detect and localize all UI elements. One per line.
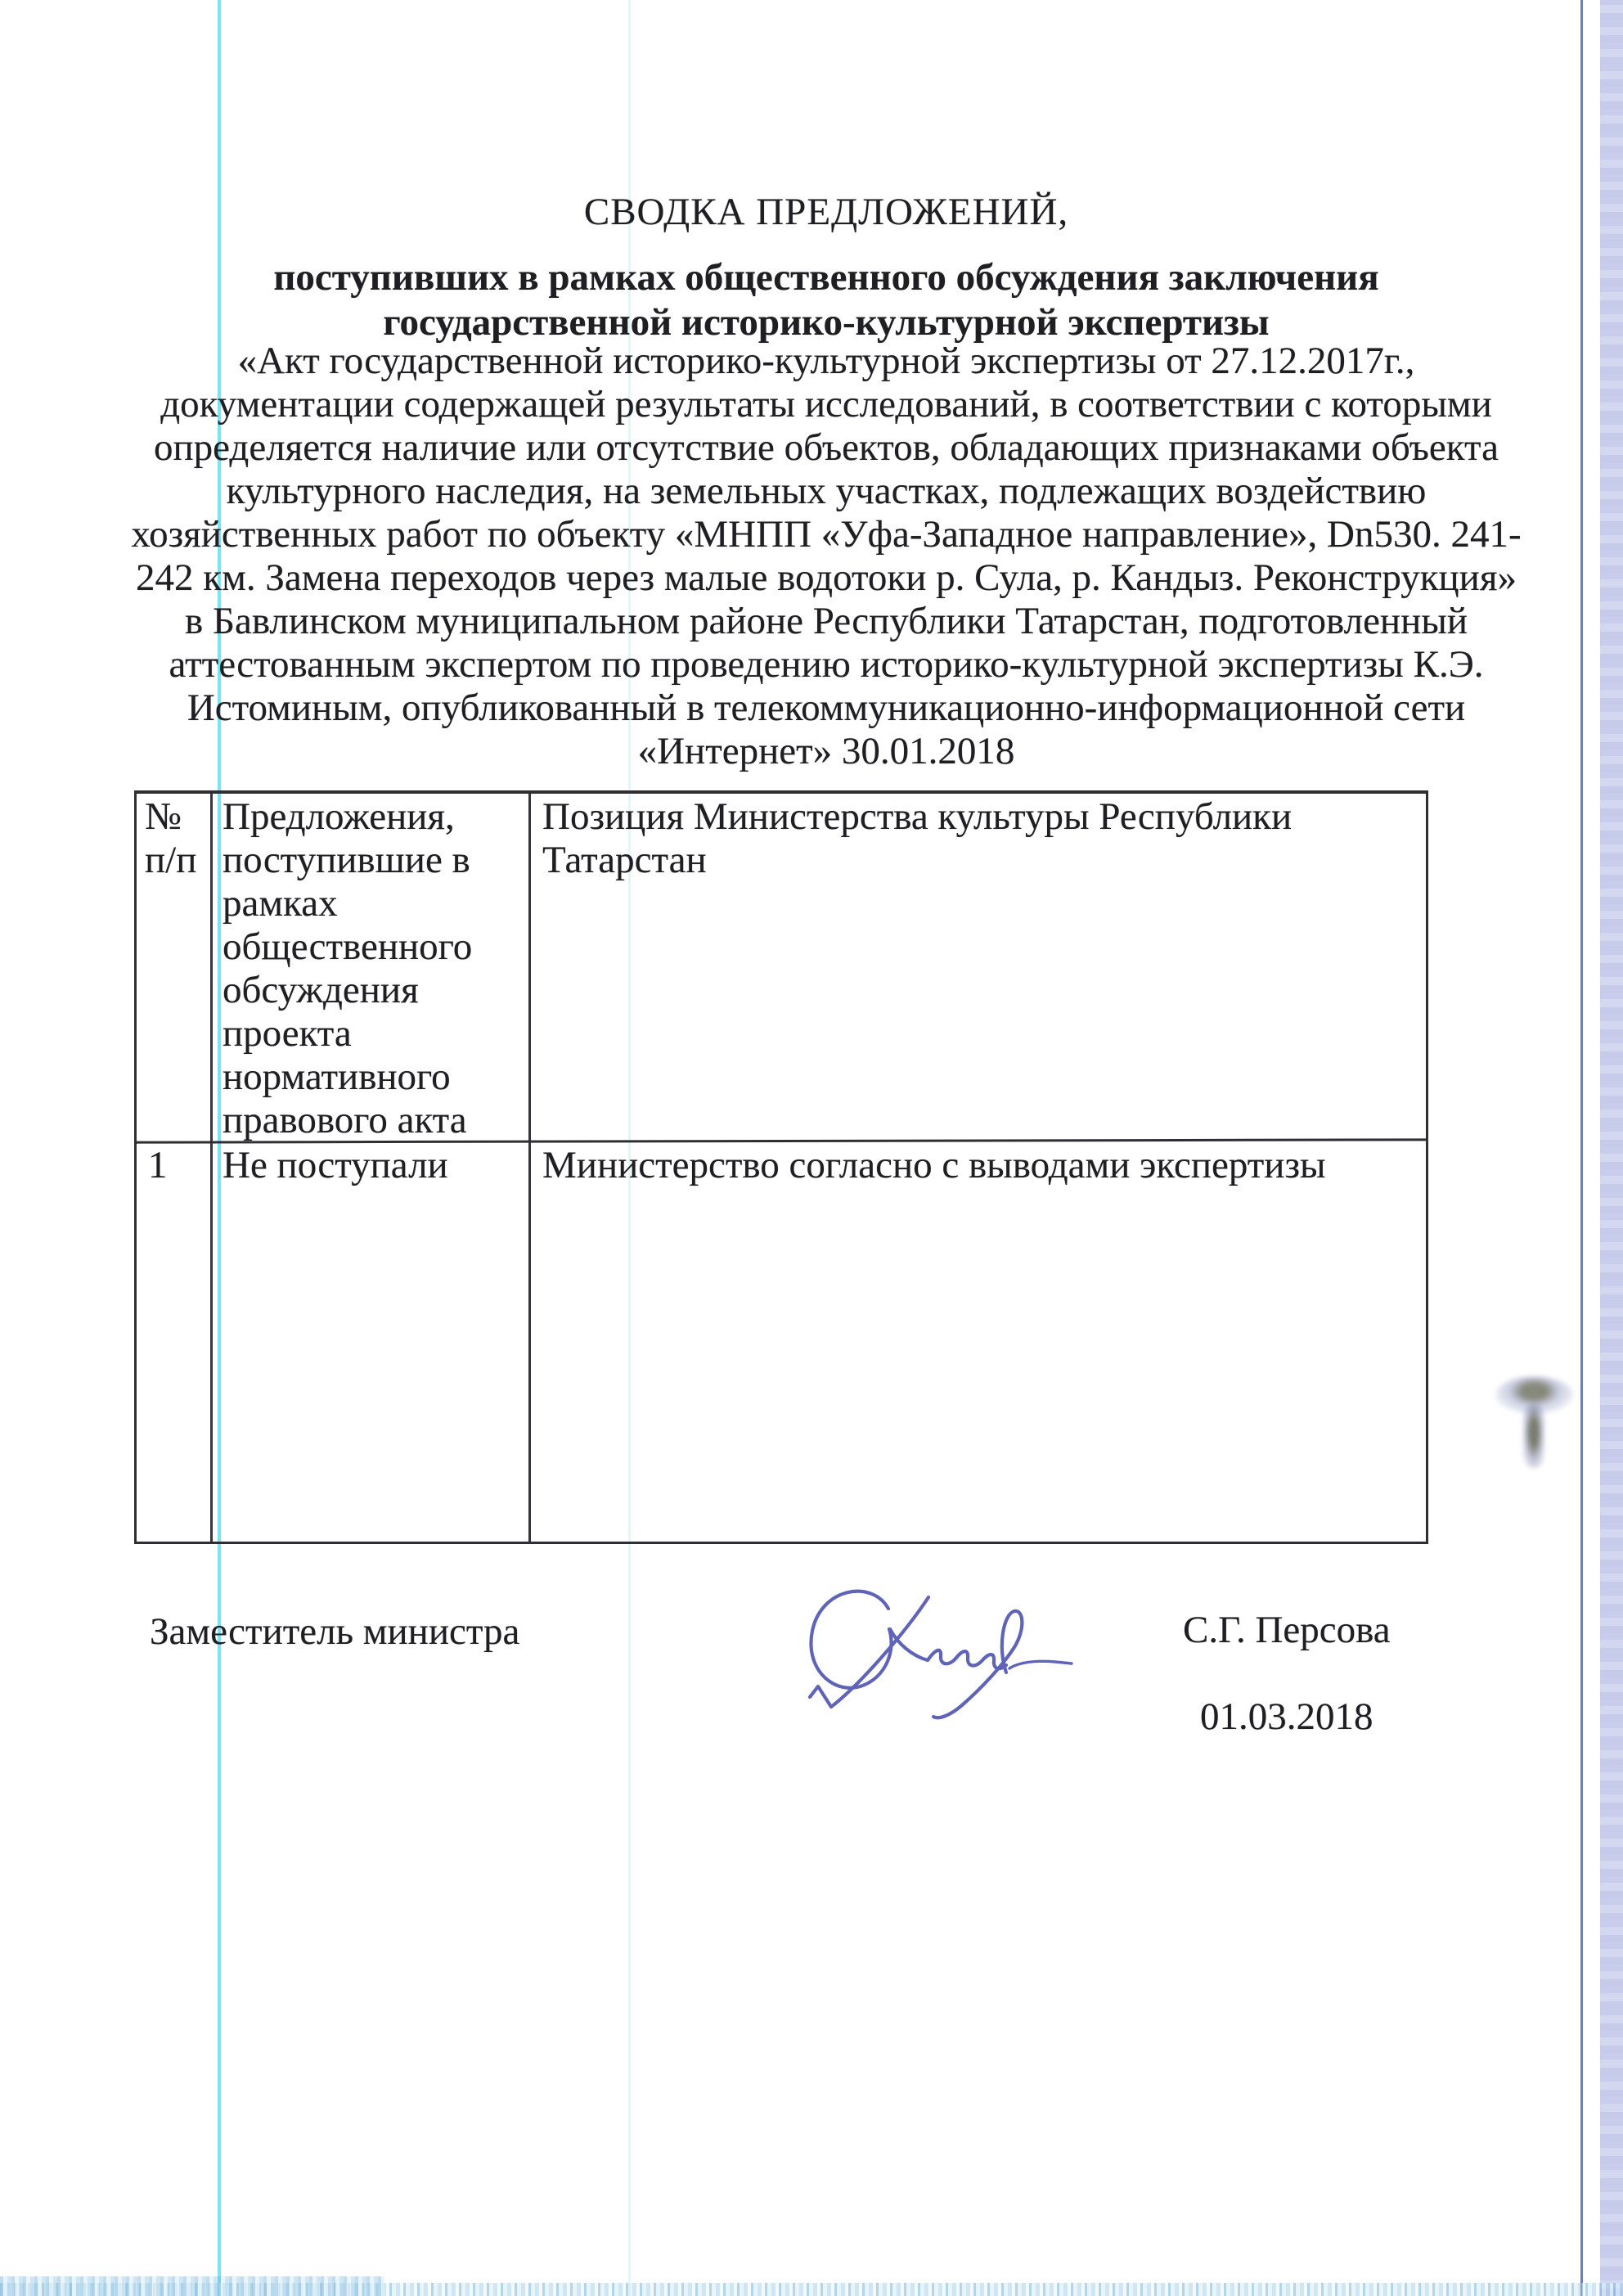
body-line: в Бавлинском муниципальном районе Республики Татарстан, подготовленный [185,600,1468,642]
body-line: 242 км. Замена переходов через малые водотоки р. Сула, р. Кандыз. Реконструкция» [136,556,1517,599]
document-subtitle-line: государственной историко-культурной экспертизы [383,301,1270,344]
document-body [106,340,1546,773]
header-position-line: Татарстан [542,839,707,881]
body-line: «Акт государственной историко-культурной экспертизы от 27.12.2017г., [237,340,1415,382]
header-proposals-line: правового акта [223,1099,467,1141]
body-line: определяется наличие или отсутствие объектов, обладающих признаками объекта [154,426,1499,469]
header-proposals-line: нормативного [223,1056,451,1098]
position-cell: Министерство согласно с выводами экспертизы [542,1144,1326,1186]
body-line: аттестованным экспертом по проведению историко-культурной экспертизы К.Э. [169,643,1484,686]
signatory-role: Заместитель министра [150,1610,520,1653]
signatory-name: С.Г. Персова [1183,1609,1391,1651]
ink-smudge-stem [1523,1404,1544,1468]
proposals-table [134,790,1428,1544]
document-subtitle-line: поступивших в рамках общественного обсуждения заключения [273,256,1379,299]
table-column-divider [210,794,213,1542]
header-proposals-line: рамках [223,882,338,925]
table-header-proposals [223,795,527,1142]
scan-edge-strip [1600,0,1623,2296]
row-number-cell: 1 [148,1144,168,1186]
table-column-divider [528,794,531,1542]
signature-date: 01.03.2018 [1200,1695,1373,1738]
document-title-block [106,191,1546,234]
header-number-sign: № [145,795,182,838]
body-line: хозяйственных работ по объекту «МНПП «Уфа-Западное направление», Dn530. 241- [131,513,1522,556]
header-proposals-line: общественного [223,925,473,968]
ink-smudge [1495,1376,1573,1470]
table-header-number [145,795,210,882]
document-subtitle-block [106,255,1546,345]
document-title: СВОДКА ПРЕДЛОЖЕНИЙ, [583,191,1069,233]
body-line: культурного наследия, на земельных участках, подлежащих воздействию [226,470,1427,512]
bottom-scan-noise-corner [0,2276,384,2296]
proposal-cell: Не поступали [223,1144,448,1186]
handwritten-signature [767,1545,1111,1733]
scan-edge-line [1580,0,1583,2296]
header-proposals-line: проекта [223,1012,352,1055]
body-line: документации содержащей результаты исследований, в соответствии с которыми [160,383,1492,425]
body-line: «Интернет» 30.01.2018 [637,730,1015,772]
header-proposals-line: обсуждения [223,969,419,1011]
table-header-ministry-position [542,795,1418,882]
header-number-sub: п/п [145,839,197,881]
header-proposals-line: поступившие в [223,839,470,881]
header-proposals-line: Предложения, [223,795,455,838]
body-line: Истоминым, опубликованный в телекоммуникационно-информационной сети [187,687,1466,729]
header-position-line: Позиция Министерства культуры Республики [542,795,1293,838]
